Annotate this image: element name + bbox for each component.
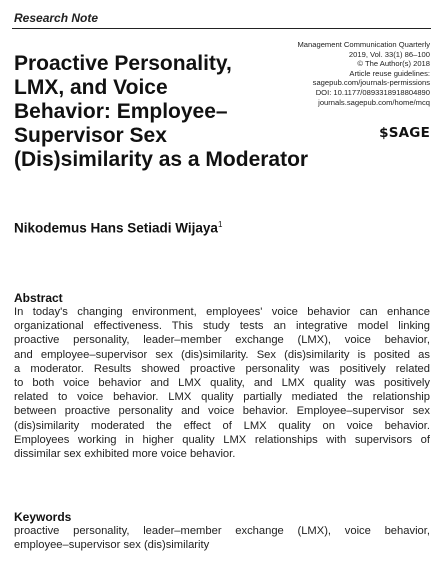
journal-name: Management Communication Quarterly [297, 40, 430, 49]
keywords-heading: Keywords [14, 510, 72, 524]
keywords-line: employee–supervisor sex (dis)similarity [14, 539, 210, 552]
abstract-line: a moderator. Results showed proactive personality was positively related [14, 362, 430, 375]
affiliation-marker: 1 [217, 220, 223, 229]
abstract-line: between proactive personality and voice behavior. Employee–supervisor sex [14, 405, 430, 418]
title-line: Behavior: Employee– [14, 100, 228, 123]
abstract-line: organizational effectiveness. This study tests an integrative model linking [14, 320, 430, 333]
sage-logo: $SAGE [379, 125, 430, 141]
abstract-line: proactive personality, leader–member exchange (LMX), voice behavior, [14, 334, 430, 347]
title-line: Proactive Personality, [14, 52, 232, 75]
doi: DOI: 10.1177/0893318918804890 [315, 87, 430, 97]
abstract-heading: Abstract [14, 291, 63, 305]
abstract-line: In today's changing environment, employees' voice behavior can enhance [14, 306, 430, 318]
reuse-heading: Article reuse guidelines: [349, 68, 430, 78]
abstract-line: dissimilar sex exhibited more voice behavior. [14, 448, 236, 461]
journal-url: journals.sagepub.com/home/mcq [318, 97, 430, 107]
journal-info [250, 40, 430, 107]
keywords-line: proactive personality, leader–member exchange (LMX), voice behavior, [14, 525, 430, 537]
abstract-line: and employee–supervisor sex (dis)similarity. Sex (dis)similarity is posited as [14, 348, 430, 361]
abstract-line: to both voice behavior and LMX quality, and LMX quality was positively [14, 377, 430, 390]
title-line: (Dis)similarity as a Moderator [14, 148, 309, 171]
abstract-body [14, 305, 430, 461]
author-name: Nikodemus Hans Setiadi Wijaya [14, 220, 218, 236]
section-label: Research Note [14, 11, 99, 25]
journal-copyright: © The Author(s) 2018 [357, 59, 430, 69]
permissions-link: sagepub.com/journals-permissions [312, 78, 430, 88]
title-line: Supervisor Sex [14, 124, 167, 147]
journal-volume: 2019, Vol. 33(1) 86–100 [348, 49, 430, 59]
section-rule [12, 28, 431, 29]
title-line: LMX, and Voice [14, 76, 168, 99]
keywords-body [14, 524, 430, 552]
abstract-line: related to voice behavior. LMX quality partially mediated the relationship [14, 391, 430, 404]
abstract-line: Employees working in higher quality LMX relationships with supervisors of [14, 433, 430, 446]
abstract-line: (dis)similarity moderated the effect of LMX quality on voice behavior. [14, 419, 430, 432]
author-line [14, 220, 222, 236]
article-title [14, 52, 309, 172]
